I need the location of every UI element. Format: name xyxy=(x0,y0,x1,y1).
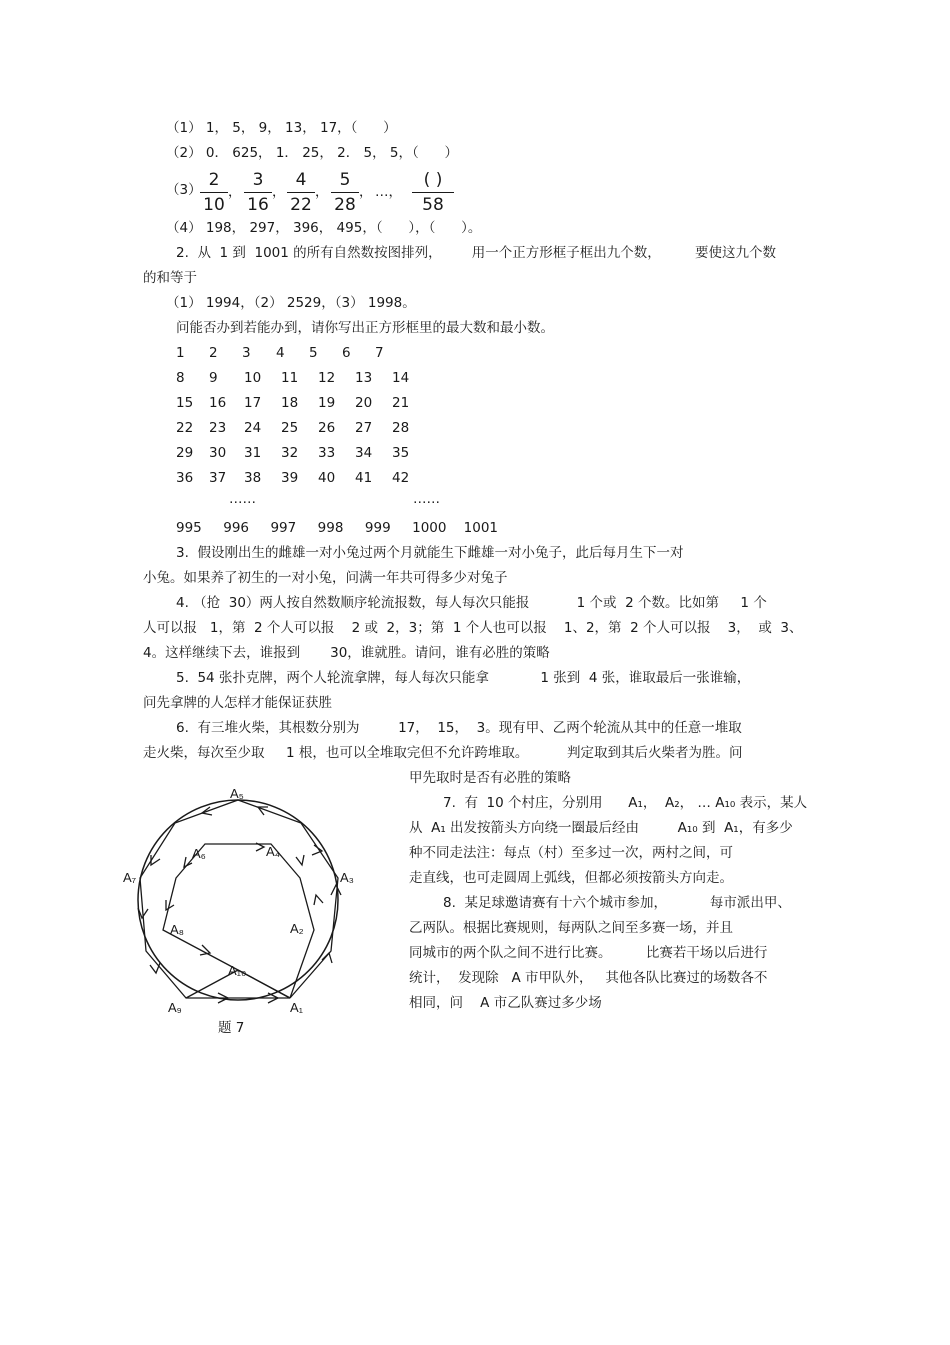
label-a5: A₅ xyxy=(230,786,244,801)
village-route-diagram xyxy=(118,785,378,1035)
grid-cell: 28 xyxy=(392,420,410,436)
seq-line-4: （4） 198， 297， 396， 495，（ ），（ ）。 xyxy=(166,220,482,236)
grid-cell: 4 xyxy=(276,345,285,361)
q4-line-1: 4. （抢 30）两人按自然数顺序轮流报数，每人每次只能报 1 个或 2 个数。比如第 1 个 xyxy=(176,595,767,611)
fraction-4-numerator: 5 xyxy=(339,170,351,190)
grid-cell: 20 xyxy=(355,395,373,411)
grid-cell: 10 xyxy=(244,370,262,386)
q6-line-2: 走火柴，每次至少取 1 根，也可以全堆取完但不允许跨堆取。 判定取到其后火柴者为胜。问 xyxy=(143,745,743,761)
fraction-sep-4: ， xyxy=(359,184,373,200)
q7-line-4: 走直线，也可走圆周上弧线，但都必须按箭头方向走。 xyxy=(409,870,733,886)
q2-line-4: 问能否办到若能办到，请你写出正方形框里的最大数和最小数。 xyxy=(176,320,554,336)
q5-line-2: 问先拿牌的人怎样才能保证获胜 xyxy=(143,695,332,711)
label-a2: A₂ xyxy=(290,921,304,936)
q7-line-2: 从 A₁ 出发按箭头方向绕一圈最后经由 A₁₀ 到 A₁，有多少 xyxy=(409,820,793,836)
grid-cell: 6 xyxy=(342,345,351,361)
grid-cell: 13 xyxy=(355,370,373,386)
fraction-3-numerator: 4 xyxy=(295,170,307,190)
fraction-sep-1: ， xyxy=(228,184,242,200)
grid-cell: 19 xyxy=(318,395,336,411)
q8-line-4: 统计， 发现除 A 市甲队外， 其他各队比赛过的场数各不 xyxy=(409,970,768,986)
fraction-sep-2: ， xyxy=(272,184,286,200)
figure-caption: 题 7 xyxy=(218,1020,245,1036)
q6-line-3: 甲先取时是否有必胜的策略 xyxy=(409,770,571,786)
fraction-ellipsis: …， xyxy=(375,184,402,200)
q2-line-1: 2. 从 1 到 1001 的所有自然数按图排列， 用一个正方形框子框出九个数， 要使这九个数 xyxy=(176,245,777,261)
q8-line-2: 乙两队。根据比赛规则，每两队之间至多赛一场，并且 xyxy=(409,920,733,936)
grid-cell: 2 xyxy=(209,345,218,361)
q8-line-3: 同城市的两个队之间不进行比赛。 比赛若干场以后进行 xyxy=(409,945,768,961)
grid-cell: 27 xyxy=(355,420,373,436)
grid-dots-left: …… xyxy=(229,491,256,507)
seq-line-3-prefix: （3） xyxy=(166,182,202,198)
q8-line-5: 相同，问 A 市乙队赛过多少场 xyxy=(409,995,602,1011)
grid-cell: 34 xyxy=(355,445,373,461)
label-a10: A₁₀ xyxy=(228,963,247,978)
grid-cell: 18 xyxy=(281,395,299,411)
label-a1: A₁ xyxy=(290,1000,304,1015)
q8-line-1: 8. 某足球邀请赛有十六个城市参加， 每市派出甲、 xyxy=(443,895,791,911)
fraction-4 xyxy=(331,170,359,215)
label-a7: A₇ xyxy=(123,870,137,885)
q4-line-3: 4。这样继续下去，谁报到 30，谁就胜。请问，谁有必胜的策略 xyxy=(143,645,550,661)
label-a6: A₆ xyxy=(192,846,206,861)
fraction-3 xyxy=(287,170,315,215)
fraction-2-denominator: 16 xyxy=(247,195,269,215)
q5-line-1: 5. 54 张扑克牌，两个人轮流拿牌，每人每次只能拿 1 张到 4 张，谁取最后一张谁输， xyxy=(176,670,751,686)
grid-cell: 3 xyxy=(242,345,251,361)
grid-last-row: 995 996 997 998 999 1000 1001 xyxy=(176,520,498,536)
grid-cell: 30 xyxy=(209,445,227,461)
q7-line-3: 种不同走法注：每点（村）至多过一次，两村之间，可 xyxy=(409,845,733,861)
fraction-3-denominator: 22 xyxy=(290,195,312,215)
fraction-blank-denominator: 58 xyxy=(422,195,444,215)
grid-dots-right: …… xyxy=(413,491,440,507)
grid-cell: 37 xyxy=(209,470,227,486)
label-a3: A₃ xyxy=(340,870,354,885)
q6-line-1: 6. 有三堆火柴，其根数分别为 17， 15， 3。现有甲、乙两个轮流从其中的任意一堆取 xyxy=(176,720,742,736)
fraction-2-numerator: 3 xyxy=(252,170,264,190)
label-a4: A₄ xyxy=(266,844,280,859)
grid-cell: 5 xyxy=(309,345,318,361)
grid-cell: 12 xyxy=(318,370,336,386)
q7-line-1: 7. 有 10 个村庄，分别用 A₁， A₂， … A₁₀ 表示，某人 xyxy=(443,795,808,811)
grid-cell: 14 xyxy=(392,370,410,386)
grid-cell: 21 xyxy=(392,395,410,411)
label-a9: A₉ xyxy=(168,1000,182,1015)
grid-cell: 32 xyxy=(281,445,299,461)
fraction-1-numerator: 2 xyxy=(208,170,220,190)
grid-cell: 25 xyxy=(281,420,299,436)
seq-line-1: （1） 1， 5， 9， 13， 17，（ ） xyxy=(166,120,397,136)
grid-cell: 15 xyxy=(176,395,194,411)
grid-cell: 17 xyxy=(244,395,262,411)
grid-cell: 40 xyxy=(318,470,336,486)
grid-cell: 1 xyxy=(176,345,185,361)
grid-cell: 22 xyxy=(176,420,194,436)
grid-cell: 42 xyxy=(392,470,410,486)
q3-line-1: 3. 假设刚出生的雌雄一对小兔过两个月就能生下雌雄一对小兔子，此后每月生下一对 xyxy=(176,545,684,561)
grid-cell: 23 xyxy=(209,420,227,436)
grid-cell: 36 xyxy=(176,470,194,486)
fraction-blank-numerator: ( ) xyxy=(423,170,443,190)
grid-cell: 38 xyxy=(244,470,262,486)
q3-line-2: 小兔。如果养了初生的一对小兔，问满一年共可得多少对兔子 xyxy=(143,570,508,586)
grid-cell: 11 xyxy=(281,370,299,386)
label-a8: A₈ xyxy=(170,922,185,937)
q2-line-3: （1） 1994，（2） 2529，（3） 1998。 xyxy=(166,295,416,311)
fraction-4-denominator: 28 xyxy=(334,195,356,215)
grid-cell: 31 xyxy=(244,445,262,461)
grid-cell: 35 xyxy=(392,445,410,461)
grid-cell: 8 xyxy=(176,370,185,386)
grid-cell: 39 xyxy=(281,470,299,486)
fraction-sep-3: ， xyxy=(315,184,329,200)
grid-cell: 33 xyxy=(318,445,336,461)
grid-cell: 24 xyxy=(244,420,262,436)
seq-line-2: （2） 0． 625， 1． 25， 2． 5， 5，（ ） xyxy=(166,145,459,161)
fraction-1-denominator: 10 xyxy=(203,195,225,215)
fraction-1 xyxy=(200,170,228,215)
q4-line-2: 人可以报 1，第 2 个人可以报 2 或 2，3；第 1 个人也可以报 1、2，第 2 个人可以报 3， 或 3、 xyxy=(143,620,803,636)
grid-cell: 29 xyxy=(176,445,194,461)
fraction-blank xyxy=(412,170,454,215)
fraction-2 xyxy=(244,170,272,215)
grid-cell: 7 xyxy=(375,345,384,361)
grid-cell: 41 xyxy=(355,470,373,486)
q2-line-2: 的和等于 xyxy=(143,270,197,286)
grid-cell: 9 xyxy=(209,370,218,386)
grid-cell: 16 xyxy=(209,395,227,411)
grid-cell: 26 xyxy=(318,420,336,436)
